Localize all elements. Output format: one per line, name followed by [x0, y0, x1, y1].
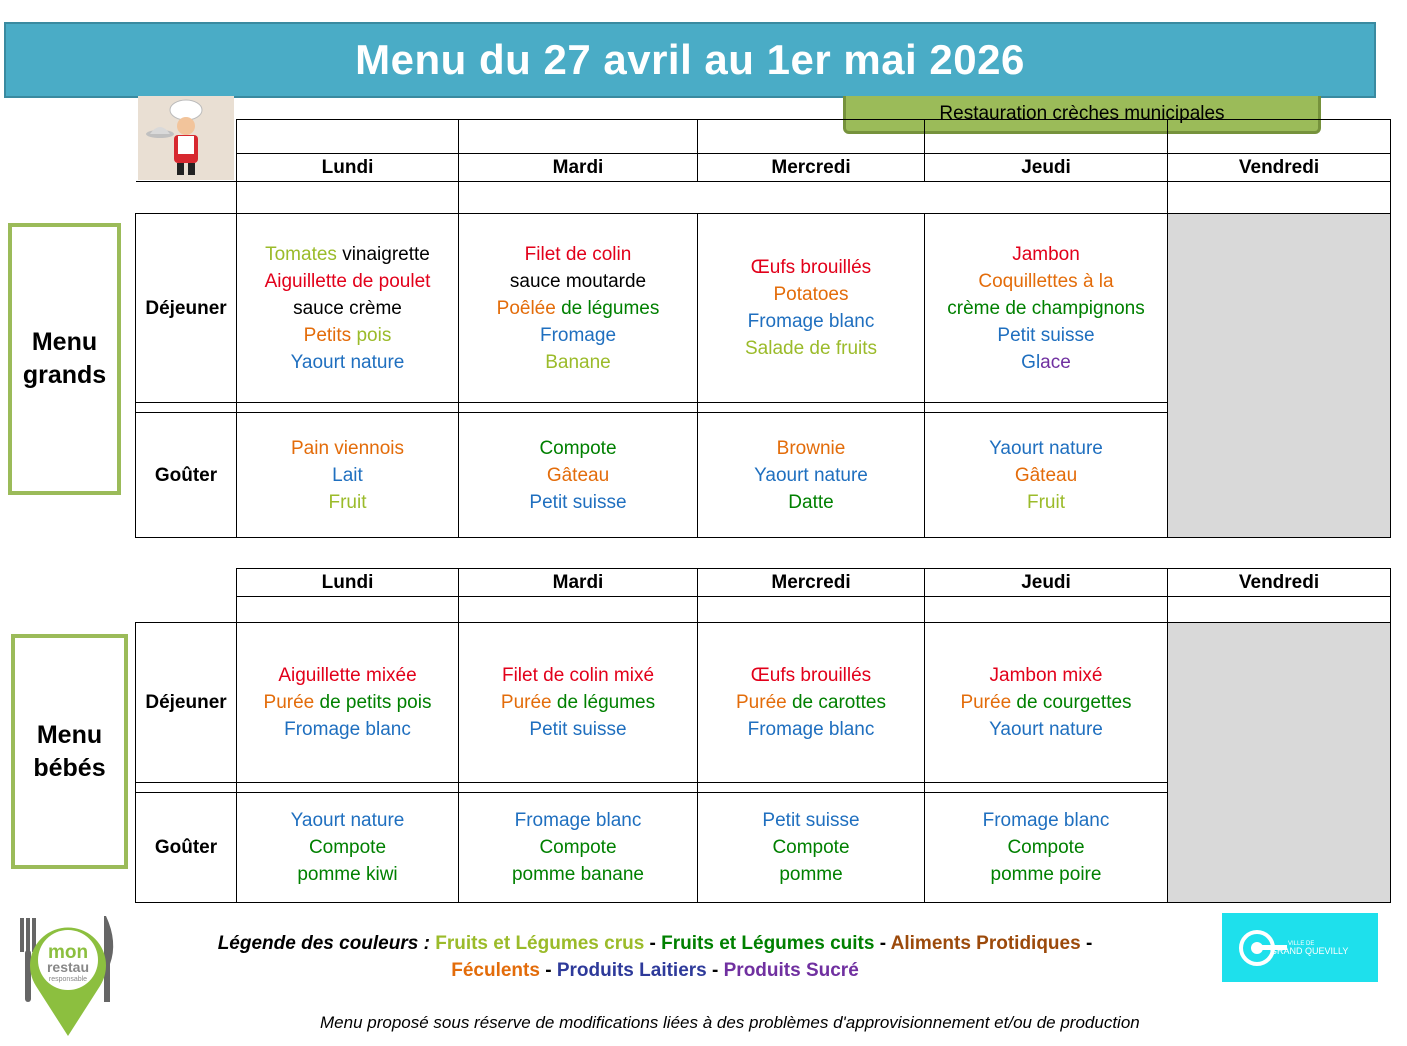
meal-item-text: de légumes — [551, 692, 656, 713]
meal-cell — [698, 623, 925, 783]
meal-item-text: Yaourt nature — [754, 464, 868, 486]
day-header: Mardi — [459, 154, 698, 182]
legend-line2 — [150, 957, 1160, 984]
meal-item-text: Jambon mixé — [989, 665, 1103, 686]
meal-line — [698, 716, 924, 743]
legend-feculent: Féculents — [451, 960, 540, 981]
menu-bebes-label — [11, 634, 128, 869]
meal-cell — [698, 214, 925, 403]
meal-item-text: Purée — [736, 692, 787, 713]
spacer-cell — [459, 783, 698, 793]
day-header: Jeudi — [925, 154, 1168, 182]
meal-cell — [459, 793, 698, 903]
meal-item-text: Petits — [303, 324, 357, 346]
meal-cell — [459, 413, 698, 538]
row-label-gouter: Goûter — [136, 413, 237, 538]
meal-item-text: Fromage blanc — [982, 810, 1110, 831]
meal-item-text: Filet de colin mixé — [501, 665, 655, 686]
logo-mon-line3: responsable — [48, 976, 88, 983]
meal-item-text: Purée — [500, 692, 552, 713]
meal-line — [237, 834, 458, 861]
meal-item-text: Petit suisse — [762, 810, 860, 831]
meal-line — [237, 662, 458, 689]
meal-line — [459, 716, 697, 743]
meal-item-text: Yaourt nature — [989, 437, 1103, 459]
meal-cell — [237, 413, 459, 538]
meal-line — [698, 462, 924, 489]
meal-line — [925, 716, 1167, 743]
meal-line — [459, 807, 697, 834]
grand-quevilly-logo — [1222, 913, 1378, 982]
menu-grands-table — [135, 119, 1391, 538]
mon-restau-logo — [14, 912, 122, 1040]
meal-item-text: de carottes — [786, 692, 886, 713]
meal-line — [925, 807, 1167, 834]
meal-item-text: Yaourt nature — [989, 719, 1103, 740]
row-label-dejeuner: Déjeuner — [136, 623, 237, 783]
day-header: Vendredi — [1168, 154, 1391, 182]
meal-line — [925, 268, 1167, 295]
meal-line — [459, 462, 697, 489]
meal-item-text: Petit suisse — [529, 719, 627, 740]
meal-line — [237, 489, 458, 516]
meal-item-text: Gâteau — [1014, 464, 1078, 486]
meal-item-text: Petit suisse — [529, 491, 627, 513]
meal-item-text: Compote — [539, 837, 617, 858]
meal-line — [698, 281, 924, 308]
meal-line — [698, 834, 924, 861]
meal-line — [459, 489, 697, 516]
day-header: Vendredi — [1168, 569, 1391, 597]
day-header: Lundi — [237, 569, 459, 597]
meal-item-text: pomme banane — [511, 864, 645, 885]
legend-sweet: Produits Sucré — [723, 960, 859, 981]
meal-item-text: de courgettes — [1011, 692, 1132, 713]
meal-item-text: pois — [356, 324, 392, 346]
meal-line — [698, 807, 924, 834]
row-label-dejeuner: Déjeuner — [136, 214, 237, 403]
empty-cell — [237, 182, 459, 214]
spacer-cell — [698, 783, 925, 793]
menu-bebes-table — [135, 568, 1391, 903]
meal-item-text: Lait — [332, 464, 363, 486]
meal-line — [459, 241, 697, 268]
meal-item-text: vinaigrette — [336, 243, 430, 265]
meal-cell — [925, 413, 1168, 538]
spacer-cell — [136, 403, 237, 413]
meal-line — [925, 295, 1167, 322]
meal-cell — [698, 413, 925, 538]
meal-cell — [459, 214, 698, 403]
empty-cell — [698, 120, 925, 154]
footnote: Menu proposé sous réserve de modifications liées à des problèmes d'approvisionnement et/ou de production — [320, 1013, 1140, 1032]
meal-line — [459, 662, 697, 689]
meal-line — [925, 489, 1167, 516]
meal-item-text: pomme poire — [990, 864, 1102, 885]
meal-line — [925, 689, 1167, 716]
meal-line — [698, 254, 924, 281]
legend-dairy: Produits Laitiers — [556, 960, 707, 981]
meal-line — [237, 349, 458, 376]
legend-cooked: Fruits et Légumes cuits — [661, 933, 875, 954]
meal-line — [925, 349, 1167, 376]
meal-line — [459, 435, 697, 462]
meal-line — [459, 861, 697, 888]
empty-cell — [237, 597, 459, 623]
meal-line — [459, 268, 697, 295]
menu-bebes-line2: bébés — [33, 753, 106, 782]
meal-line — [237, 689, 458, 716]
meal-item-text: Purée — [263, 692, 315, 713]
meal-item-text: ace — [1040, 351, 1071, 373]
spacer-cell — [698, 403, 925, 413]
empty-cell — [925, 120, 1168, 154]
meal-line — [237, 435, 458, 462]
meal-line — [237, 716, 458, 743]
meal-item-text: Petit suisse — [997, 324, 1095, 346]
meal-item-text: de petits pois — [314, 692, 432, 713]
meal-item-text: Œufs brouillés — [750, 257, 872, 278]
meal-line — [459, 295, 697, 322]
meal-item-text: Poêlée — [496, 297, 556, 319]
empty-cell — [459, 597, 698, 623]
meal-item-text: Compote — [772, 837, 850, 858]
legend-sep: - — [874, 933, 891, 954]
meal-item-text: Fromage blanc — [747, 719, 875, 740]
menu-bebes-line1: Menu — [36, 720, 103, 749]
empty-cell — [1168, 597, 1391, 623]
meal-item-text: Jambon — [1012, 243, 1080, 265]
meal-item-text: Salade de fruits — [744, 338, 878, 359]
meal-line — [237, 268, 458, 295]
meal-cell — [237, 793, 459, 903]
gq-line2: GRAND QUEVILLY — [1270, 945, 1349, 956]
meal-item-text: Datte — [788, 491, 834, 513]
meal-line — [459, 322, 697, 349]
meal-cell — [925, 793, 1168, 903]
page-title: Menu du 27 avril au 1er mai 2026 — [355, 36, 1025, 83]
meal-line — [925, 861, 1167, 888]
spacer-cell — [925, 403, 1168, 413]
meal-cell — [925, 214, 1168, 403]
meal-line — [925, 241, 1167, 268]
meal-line — [925, 435, 1167, 462]
corner-cell — [136, 154, 237, 182]
meal-line — [925, 662, 1167, 689]
meal-item-text: Yaourt nature — [290, 351, 405, 373]
meal-item-text: Filet de colin — [524, 243, 632, 265]
corner-cell — [136, 569, 237, 597]
meal-line — [237, 295, 458, 322]
menu-grands-label — [8, 223, 121, 495]
day-header: Mardi — [459, 569, 698, 597]
empty-cell — [925, 597, 1168, 623]
meal-cell — [459, 623, 698, 783]
meal-item-text: Gl — [1021, 351, 1041, 373]
meal-item-text: Potatoes — [773, 284, 849, 305]
subtitle: Restauration crèches municipales — [939, 102, 1225, 124]
meal-line — [459, 834, 697, 861]
menu-grands-line1: Menu — [31, 328, 98, 356]
empty-cell — [1168, 182, 1391, 214]
meal-item-text: Yaourt nature — [290, 810, 405, 831]
meal-line — [925, 322, 1167, 349]
empty-cell — [237, 120, 459, 154]
corner-cell — [136, 120, 237, 154]
closed-day-cell — [1168, 623, 1391, 903]
legend-sep: - — [706, 960, 724, 981]
meal-item-text: crème de champignons — [947, 297, 1145, 319]
legend-sep: - — [644, 933, 662, 954]
meal-line — [925, 834, 1167, 861]
meal-line — [459, 349, 697, 376]
meal-line — [698, 489, 924, 516]
meal-item-text: de légumes — [555, 297, 660, 319]
day-header: Jeudi — [925, 569, 1168, 597]
empty-cell — [459, 120, 698, 154]
empty-cell — [459, 182, 1168, 214]
meal-item-text: Œufs brouillés — [750, 665, 872, 686]
meal-item-text: Fruit — [1027, 491, 1065, 513]
day-header: Mercredi — [698, 154, 925, 182]
grand-quevilly-icon — [1230, 923, 1370, 973]
gq-line1: VILLE DE — [1288, 940, 1315, 947]
meal-cell — [237, 623, 459, 783]
meal-item-text: Gâteau — [546, 464, 610, 486]
meal-line — [698, 689, 924, 716]
empty-cell — [1168, 120, 1391, 154]
meal-item-text: Aiguillette de poulet — [264, 270, 431, 292]
spacer-cell — [925, 783, 1168, 793]
meal-item-text: Coquillettes à la — [978, 270, 1114, 292]
meal-item-text: Fromage — [539, 324, 617, 346]
meal-item-text: Compote — [1007, 837, 1085, 858]
meal-item-text: Banane — [545, 351, 611, 373]
legend-raw: Fruits et Légumes crus — [435, 933, 645, 954]
meal-item-text: Tomates — [265, 243, 337, 265]
legend-line1 — [150, 930, 1160, 957]
meal-line — [698, 335, 924, 362]
meal-cell — [237, 214, 459, 403]
empty-cell — [698, 597, 925, 623]
legend-sep: - — [1080, 933, 1093, 954]
meal-line — [698, 308, 924, 335]
logo-mon-line2: restau — [46, 959, 90, 975]
corner-cell — [136, 597, 237, 623]
meal-item-text: Fromage blanc — [514, 810, 642, 831]
meal-item-text: Fromage blanc — [284, 719, 411, 740]
spacer-cell — [459, 403, 698, 413]
legend-intro: Légende des couleurs : — [217, 933, 430, 954]
color-legend — [150, 930, 1160, 984]
spacer-cell — [237, 403, 459, 413]
corner-cell — [136, 182, 237, 214]
meal-cell — [925, 623, 1168, 783]
meal-line — [237, 807, 458, 834]
title-banner — [4, 22, 1376, 98]
meal-line — [698, 861, 924, 888]
meal-cell — [698, 793, 925, 903]
closed-day-cell — [1168, 214, 1391, 538]
meal-item-text: Fromage blanc — [747, 311, 875, 332]
logo-mon-line1: mon — [47, 942, 89, 963]
meal-item-text: Brownie — [776, 437, 846, 459]
meal-line — [237, 462, 458, 489]
legend-sep: - — [539, 960, 557, 981]
day-header: Lundi — [237, 154, 459, 182]
meal-item-text: Pain viennois — [290, 437, 405, 459]
meal-line — [698, 662, 924, 689]
meal-line — [925, 462, 1167, 489]
meal-item-text: sauce moutarde — [509, 270, 647, 292]
row-label-gouter: Goûter — [136, 793, 237, 903]
meal-line — [237, 861, 458, 888]
spacer-cell — [237, 783, 459, 793]
meal-item-text: Fruit — [328, 491, 367, 513]
menu-grands-line2: grands — [22, 361, 107, 389]
meal-line — [698, 435, 924, 462]
meal-item-text: Purée — [960, 692, 1012, 713]
day-header: Mercredi — [698, 569, 925, 597]
meal-item-text: Aiguillette mixée — [278, 665, 417, 686]
meal-line — [459, 689, 697, 716]
meal-item-text: sauce crème — [293, 297, 402, 319]
meal-item-text: pomme kiwi — [297, 864, 398, 885]
legend-prot: Aliments Protidiques — [890, 933, 1081, 954]
meal-item-text: Compote — [539, 437, 617, 459]
meal-item-text: pomme — [779, 864, 843, 885]
meal-line — [237, 322, 458, 349]
meal-line — [237, 241, 458, 268]
meal-item-text: Compote — [308, 837, 387, 858]
spacer-cell — [136, 783, 237, 793]
